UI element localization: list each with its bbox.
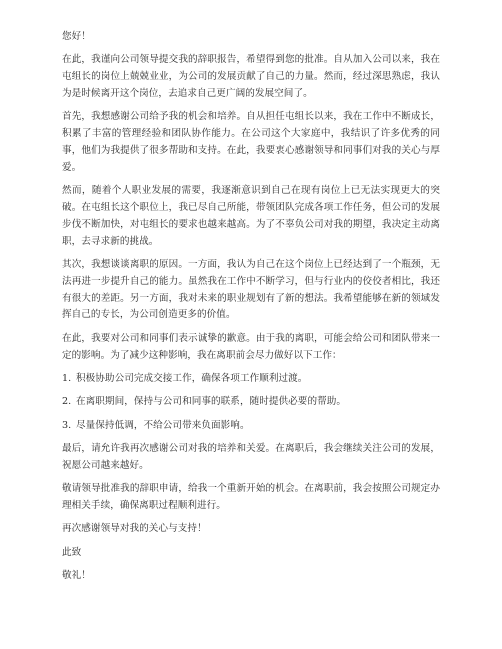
- paragraph-thanks-again: 再次感谢领导对我的关心与支持！: [62, 523, 207, 535]
- list-item: [62, 394, 440, 411]
- list-number: 2.: [62, 396, 72, 408]
- list-number: 3.: [62, 419, 72, 431]
- paragraph-apology: 在此，我要对公司和同事们表示诚挚的歉意。由于我的离职，可能会给公司和团队带来一定的影响。为了减少这种影响，我在离职前会尽力做好以下工作：: [62, 332, 440, 361]
- list-number: 1.: [62, 372, 72, 384]
- list-item: [62, 418, 440, 435]
- paragraph-final-thanks: 最后，请允许我再次感谢公司对我的培养和关爱。在离职后，我会继续关注公司的发展，祝愿公司越来越好。: [62, 443, 440, 471]
- sign-off-ci-zhi: 此致: [62, 546, 82, 558]
- list-item: [62, 371, 440, 388]
- paragraph-request-approval: 敬请领导批准我的辞职申请，给我一个重新开始的机会。在离职前，我会按照公司规定办理相关手续，确保离职过程顺利进行。: [62, 483, 440, 512]
- list-text: 尽量保持低调，不给公司带来负面影响。: [76, 419, 250, 431]
- paragraph-gratitude: 首先，我想感谢公司给予我的机会和培养。自从担任屯组长以来，我在工作中不断成长，积累了丰富的管理经验和团队协作能力。在公司这个大家庭中，我结识了许多优秀的同事，他们为我提供了很多帮助和支持。在此，我要衷心感谢领导和同事们对我的关心与厚爱。: [62, 111, 440, 173]
- list-text: 积极协助公司完成交接工作，确保各项工作顺利过渡。: [76, 372, 308, 384]
- letter-body: [62, 29, 440, 592]
- paragraph-reasons: 其次，我想谈谈离职的原因。一方面，我认为自己在这个岗位上已经达到了一个瓶颈，无法再进一步提升自己的能力。虽然我在工作中不断学习，但与行业内的佼佼者相比，我还有很大的差距。另一方面，我对未来的职业规划有了新的想法。我希望能够在新的领域发挥自己的专长，为公司创造更多的价值。: [62, 258, 440, 321]
- paragraph-submission: 在此，我谨向公司领导提交我的辞职报告，希望得到您的批准。自从加入公司以来，我在屯组长的岗位上兢兢业业，为公司的发展贡献了自己的力量。然而，经过深思熟虑，我认为是时候离开这个岗位，去追求自己更广阔的发展空间了。: [62, 54, 440, 99]
- sign-off-jing-li: 敬礼！: [62, 570, 91, 582]
- list-text: 在离职期间，保持与公司和同事的联系，随时提供必要的帮助。: [76, 396, 347, 408]
- greeting: 您好！: [62, 31, 91, 42]
- paragraph-career-development: 然而，随着个人职业发展的需要，我逐渐意识到自己在现有岗位上已无法实现更大的突破。在屯组长这个职位上，我已尽自己所能，带领团队完成各项工作任务，但公司的发展步伐不断加快，对屯组长的要求也越来越高。为了不辜负公司对我的期望，我决定主动离职，去寻求新的挑战。: [62, 185, 440, 247]
